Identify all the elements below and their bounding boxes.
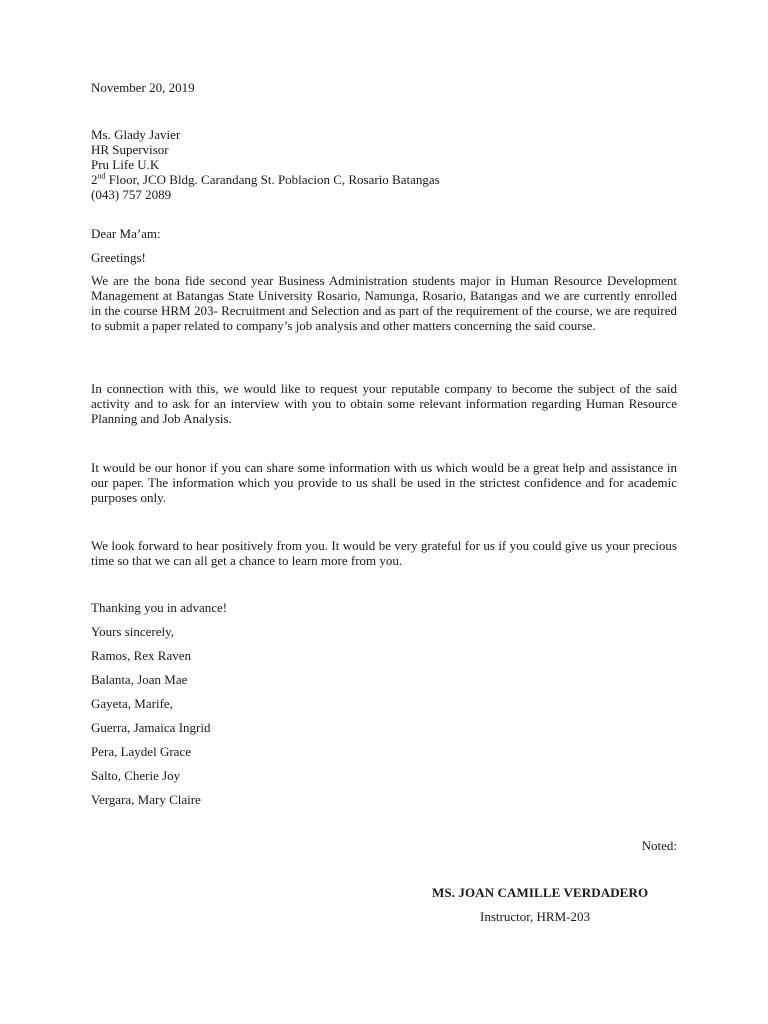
signer-name: Salto, Cherie Joy [91, 768, 181, 783]
signer-name: Balanta, Joan Mae [91, 672, 188, 687]
body-paragraph-2: In connection with this, we would like to request your reputable company to become the subject of the said activity and to ask for an interview with you to obtain some relevant information regarding Human Resource Planning and Job Analysis. [91, 381, 677, 426]
signer-name: Guerra, Jamaica Ingrid [91, 720, 211, 735]
body-paragraph-3: It would be our honor if you can share some information with us which would be a great help and assistance in our paper. The information which you provide to us shall be used in the strictest confidence and for academic purposes only. [91, 460, 677, 505]
body-paragraph-1: We are the bona fide second year Business Administration students major in Human Resource Development Management at Batangas State University Rosario, Namunga, Rosario, Batangas and we are currently enrolled in the course HRM 203- Recruitment and Selection and as part of the requirement of the course, we are required to submit a paper related to company’s job analysis and other matters concerning the said course. [91, 273, 677, 333]
address-rest: Floor, JCO Bldg. Carandang St. Poblacion C, Rosario Batangas [105, 172, 440, 187]
address-floor-suffix: nd [97, 171, 106, 181]
letter-date: November 20, 2019 [91, 80, 195, 95]
address-floor-number: 2 [91, 172, 98, 187]
signer-name: Vergara, Mary Claire [91, 792, 201, 807]
instructor-title: Instructor, HRM-203 [480, 909, 590, 924]
recipient-company: Pru Life U.K [91, 157, 160, 172]
greeting: Greetings! [91, 250, 146, 265]
thanks-line: Thanking you in advance! [91, 600, 228, 615]
recipient-phone: (043) 757 2089 [91, 187, 172, 202]
salutation: Dear Ma’am: [91, 226, 161, 241]
signer-name: Ramos, Rex Raven [91, 648, 192, 663]
noted-label: Noted: [641, 838, 677, 853]
signer-name: Pera, Laydel Grace [91, 744, 191, 759]
signer-name: Gayeta, Marife, [91, 696, 173, 711]
recipient-position: HR Supervisor [91, 142, 169, 157]
recipient-address [91, 172, 440, 187]
body-paragraph-4: We look forward to hear positively from you. It would be very grateful for us if you could give us your precious time so that we can all get a chance to learn more from you. [91, 538, 677, 568]
instructor-name: MS. JOAN CAMILLE VERDADERO [432, 885, 649, 900]
closing-line: Yours sincerely, [91, 624, 175, 639]
recipient-name: Ms. Glady Javier [91, 127, 181, 142]
